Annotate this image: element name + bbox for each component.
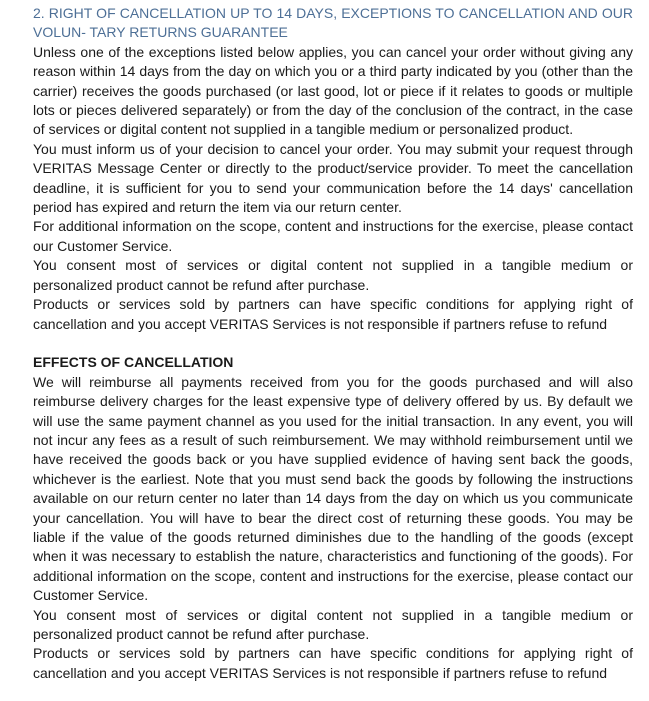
blank-line-spacer <box>33 334 633 353</box>
effects-paragraph-3: Products or services sold by partners can have specific conditions for applying right of cancellation and you accept VERITAS Services is not responsible if partners refuse to refund <box>33 645 633 681</box>
intro-paragraph-4: You consent most of services or digital content not supplied in a tangible medium or personalized product cannot be refund after purchase. <box>33 257 633 293</box>
cancellation-section-heading: 2. RIGHT OF CANCELLATION UP TO 14 DAYS, EXCEPTIONS TO CANCELLATION AND OUR VOLUN- TARY RETURNS GUARANTEE <box>33 5 633 41</box>
effects-of-cancellation-heading: EFFECTS OF CANCELLATION <box>33 354 234 371</box>
effects-paragraph-1: We will reimburse all payments received from you for the goods purchased and will also reimburse delivery charges for the least expensive type of delivery offered by us. By default we will use the same payment channel as you used for the initial transaction. In any event, you will not incur any fees as a result of such reimbursement. We may withhold reimbursement until we have received the goods back or you have supplied evidence of having sent back the goods, whichever is the earliest. Note that you must send back the goods by following the instructions available on our return center no later than 14 days from the day on which us you communicate your cancellation. You will have to bear the direct cost of returning these goods. You may be liable if the value of the goods returned diminishes due to the handling of the goods (except when it was necessary to establish the nature, characteristics and functioning of the goods). For additional information on the scope, content and instructions for the exercise, please contact our Customer Service. <box>33 373 633 604</box>
intro-paragraph-2: You must inform us of your decision to cancel your order. You may submit your request through VERITAS Message Center or directly to the product/service provider. To meet the cancellation deadline, it is sufficient for you to send your communication before the 14 days' cancellation period has expired and return the item via our return center. <box>33 140 633 216</box>
intro-paragraph-5: Products or services sold by partners can have specific conditions for applying right of cancellation and you accept VERITAS Services is not responsible if partners refuse to refund <box>33 296 633 332</box>
intro-paragraph-3: For additional information on the scope, content and instructions for the exercise, please contact our Customer Service. <box>33 218 633 254</box>
effects-paragraph-2: You consent most of services or digital content not supplied in a tangible medium or personalized product cannot be refund after purchase. <box>33 606 633 642</box>
intro-paragraph-1: Unless one of the exceptions listed below applies, you can cancel your order without giving any reason within 14 days from the day on which you or a third party indicated by you (other than the carrier) receives the goods purchased (or last good, lot or piece if it relates to goods or multiple lots or pieces delivered separately) or from the day of the conclusion of the contract, in the case of services or digital content not supplied in a tangible medium or personalized product. <box>33 43 633 138</box>
